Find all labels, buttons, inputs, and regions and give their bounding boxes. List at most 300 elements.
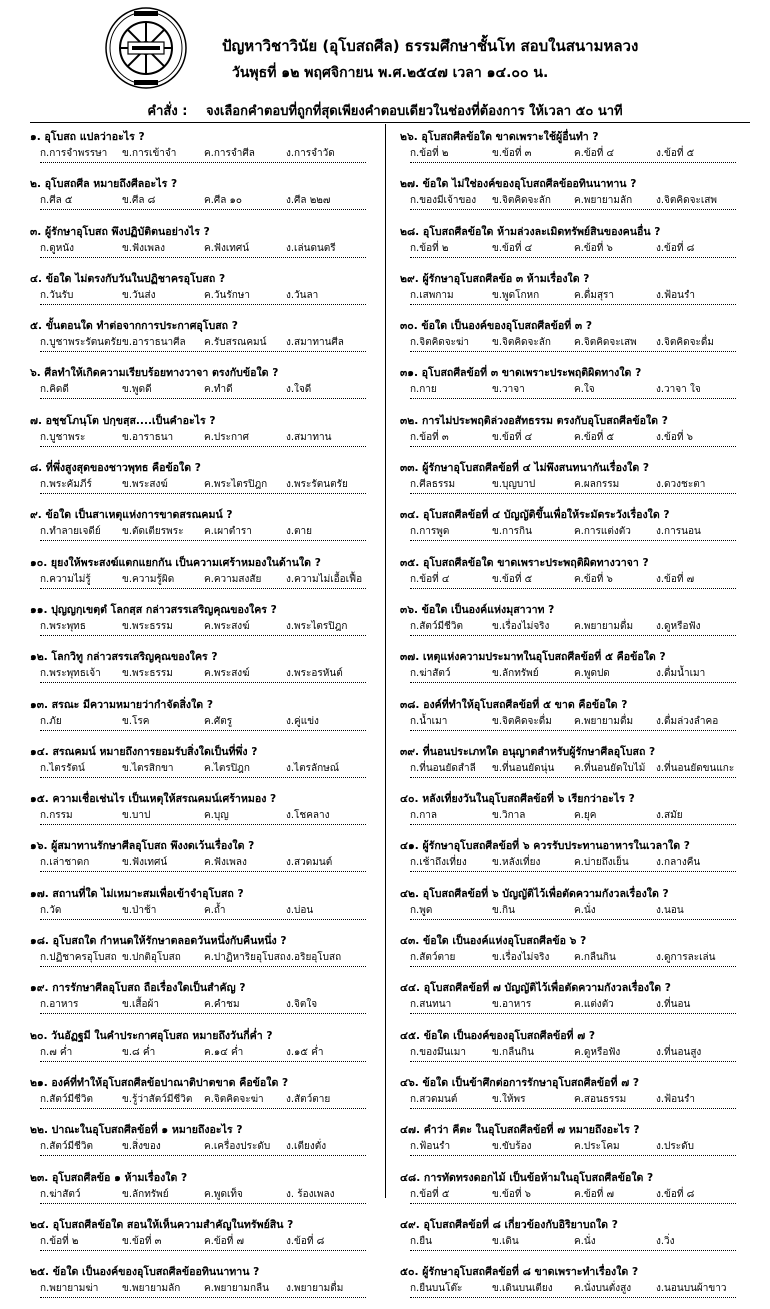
answer-option[interactable]: ง.วันลา [286, 289, 319, 301]
answer-options [410, 760, 736, 778]
answer-option[interactable]: ก.วันรับ [40, 289, 74, 301]
question-item [30, 127, 370, 174]
question-text: ๓๖. ข้อใด เป็นองค์แห่งมุสาวาท ? [400, 603, 555, 616]
answer-option[interactable]: ค.ศีล ๑๐ [204, 195, 242, 207]
answer-options [40, 1138, 366, 1156]
answer-option[interactable]: ข.พระสงฆ์ [122, 479, 168, 491]
question-text: ๔๕. ข้อใด เป็นองค์ของอุโบสถศีลข้อที่ ๗ ? [400, 1029, 596, 1042]
answer-option[interactable]: ค.จิตคิดจะฆ่า [204, 1093, 264, 1105]
answer-option[interactable]: ง.ดื่มล่วงลำคอ [656, 715, 719, 727]
question-text: ๒๑. องค์ที่ทำให้อุโบสถศีลข้อปาณาติปาตขาด คือข้อใด ? [30, 1076, 289, 1089]
question-item [30, 789, 370, 836]
answer-option[interactable]: ข.ที่นอนยัดนุ่น [492, 762, 555, 774]
answer-option[interactable]: ง.ข้อที่ ๘ [286, 1235, 325, 1247]
answer-option[interactable]: ก.อาหาร [40, 999, 79, 1011]
answer-option[interactable]: ค.ข้อที่ ๖ [574, 242, 613, 254]
answer-option[interactable]: ง.ข้อที่ ๘ [656, 242, 695, 254]
answer-option[interactable]: ก.ภัย [40, 715, 62, 727]
question-item [30, 1073, 370, 1120]
answer-option[interactable]: ข.อาหาร [492, 999, 532, 1011]
answer-option[interactable]: ง.ตาย [286, 526, 313, 538]
answer-options [410, 949, 736, 967]
answer-option[interactable]: ค.รับสรณคมน์ [204, 337, 267, 349]
answer-option[interactable]: ง.พยายามดื่ม [286, 1283, 344, 1295]
question-item [400, 411, 740, 458]
answer-option[interactable]: ข.พระธรรม [122, 620, 173, 632]
answer-options [40, 240, 366, 258]
answer-options [410, 145, 736, 163]
answer-option[interactable]: ก.กาย [410, 384, 437, 396]
answer-option[interactable]: ก.จิตคิดจะฆ่า [410, 337, 470, 349]
answer-options [40, 1233, 366, 1251]
answer-option[interactable]: ข.กลืนกิน [492, 1046, 534, 1058]
question-item [30, 931, 370, 978]
answer-option[interactable]: ก.วัด [40, 904, 62, 916]
question-text: ๔๙. อุโบสถศีลข้อที่ ๘ เกี่ยวข้องกับอิริยาบถใด ? [400, 1218, 618, 1231]
answer-option[interactable]: ง.จิตใจ [286, 999, 318, 1011]
answer-options [410, 1186, 736, 1204]
answer-options [40, 334, 366, 352]
answer-option[interactable]: ง.พระอรหันต์ [286, 668, 343, 680]
answer-option[interactable]: ข.ฟังเพลง [122, 242, 165, 254]
answer-option[interactable]: ค.พยายามดื่ม [574, 620, 634, 632]
answer-option[interactable]: ง.สมาทานศีล [286, 337, 344, 349]
answer-option[interactable]: ก.๗ ค่ำ [40, 1046, 73, 1058]
answer-options [40, 854, 366, 872]
answer-options [410, 713, 736, 731]
question-text: ๑๒. โลกวิทู กล่าวสรรเสริญคุณของใคร ? [30, 651, 218, 664]
question-item [400, 127, 740, 174]
answer-option[interactable]: ค.พระไตรปิฎก [204, 479, 268, 491]
answer-option[interactable]: ข.วันส่ง [122, 289, 156, 301]
question-item [400, 363, 740, 410]
answer-option[interactable]: ก.พระคัมภีร์ [40, 479, 92, 491]
answer-option[interactable]: ข.การเข้าจำ [122, 148, 177, 159]
question-item [30, 1262, 370, 1309]
answer-option[interactable]: ข.ให้พร [492, 1093, 526, 1105]
question-item [400, 505, 740, 552]
answer-option[interactable]: ข.การกิน [492, 526, 532, 538]
answer-option[interactable]: ค.พระสงฆ์ [204, 620, 250, 632]
answer-option[interactable]: ก.ข้อที่ ๔ [410, 573, 450, 585]
answer-option[interactable]: ค.การแต่งตัว [574, 526, 631, 538]
question-item [400, 978, 740, 1025]
answer-options [410, 523, 736, 541]
answer-option[interactable]: ง.วิ่ง [656, 1235, 675, 1247]
answer-options [410, 1091, 736, 1109]
answer-option[interactable]: ข.กิน [492, 904, 515, 916]
answer-option[interactable]: ก.คิดดี [40, 384, 69, 396]
answer-option[interactable]: ก.พูด [410, 904, 433, 916]
question-text: ๒๓. อุโบสถศีลข้อ ๑ ห้ามเรื่องใด ? [30, 1171, 188, 1184]
answer-option[interactable]: ค.ผลกรรม [574, 479, 620, 491]
answer-option[interactable]: ค.นั่ง [574, 1235, 596, 1247]
answer-option[interactable]: ง.ที่นอน [656, 999, 691, 1011]
answer-option[interactable]: ค.ข้อที่ ๔ [574, 148, 615, 159]
answer-option[interactable]: ค.ความสงสัย [204, 573, 262, 585]
answer-option[interactable]: ก.ที่นอนยัดสำลี [410, 762, 476, 774]
answer-option[interactable]: ง.ประดับ [656, 1141, 694, 1153]
answer-option[interactable]: ก.ฆ่าสัตว์ [40, 1188, 81, 1200]
answer-option[interactable]: ค.นั่ง [574, 904, 596, 916]
answer-option[interactable]: ง.นอน [656, 904, 684, 916]
answer-option[interactable]: ง.ข้อที่ ๗ [656, 573, 695, 585]
answer-options [410, 996, 736, 1014]
answer-options [410, 1138, 736, 1156]
answer-option[interactable]: ข.โรค [122, 715, 150, 727]
answer-option[interactable]: ข.ข้อที่ ๔ [492, 431, 533, 443]
question-item [400, 1168, 740, 1215]
answer-option[interactable]: ข.หลังเที่ยง [492, 857, 541, 869]
answer-option[interactable]: ง.บ่อน [286, 904, 314, 916]
question-item [400, 884, 740, 931]
question-item [30, 695, 370, 742]
question-text: ๓๘. องค์ที่ทำให้อุโบสถศีลข้อที่ ๕ ขาด คือข้อใด ? [400, 698, 628, 711]
answer-option[interactable]: ก.เล่าชาดก [40, 857, 90, 869]
answer-option[interactable]: ค.พูดเท็จ [204, 1188, 243, 1200]
answer-option[interactable]: ง.ความไม่เอื้อเฟื้อ [286, 573, 363, 585]
answer-option[interactable]: ข.ลักทรัพย์ [122, 1188, 169, 1200]
answer-option[interactable]: ค.จิตคิดจะเสพ [574, 337, 637, 349]
answer-option[interactable]: ข.จิตคิดจะดื่ม [492, 715, 552, 727]
answer-option[interactable]: ง.กลางคืน [656, 857, 701, 869]
question-item [30, 174, 370, 221]
answer-options [40, 713, 366, 731]
answer-option[interactable]: ข.เดิน [492, 1235, 519, 1247]
answer-options [410, 429, 736, 447]
answer-option[interactable]: ข.ฟังเทศน์ [122, 857, 168, 869]
answer-option[interactable]: ค.ข้อที่ ๕ [574, 431, 615, 443]
question-text: ๒๙. ผู้รักษาอุโบสถศีลข้อ ๓ ห้ามเรื่องใด ? [400, 272, 590, 285]
question-item [30, 884, 370, 931]
answer-option[interactable]: ง.ที่นอนยัดขนแกะ [656, 762, 735, 774]
answer-option[interactable]: ง.ข้อที่ ๘ [656, 1188, 695, 1200]
answer-option[interactable]: ค.ยุค [574, 810, 597, 822]
answer-options [410, 807, 736, 825]
answer-options [40, 429, 366, 447]
answer-option[interactable]: ง.สัตว์ตาย [286, 1093, 331, 1105]
answer-option[interactable]: ง.จิตคิดจะเสพ [656, 195, 717, 207]
answer-option[interactable]: ข.ลักทรัพย์ [492, 668, 539, 680]
answer-option[interactable]: ค.ไตรปิฎก [204, 762, 250, 774]
question-item [400, 316, 740, 363]
answer-option[interactable]: ง.พระรัตนตรัย [286, 479, 348, 491]
answer-option[interactable]: ค.ฟังเพลง [204, 857, 247, 869]
answer-option[interactable]: ก.สัตว์มีชีวิต [40, 1093, 93, 1105]
exam-title: ปัญหาวิชาวินัย (อุโบสถศีล) ธรรมศึกษาชั้นโท สอบในสนามหลวง [222, 37, 639, 55]
answer-option[interactable]: ก.ข้อที่ ๕ [410, 1188, 450, 1200]
question-text: ๙. ข้อใด เป็นสาเหตุแห่งการขาดสรณคมน์ ? [30, 509, 233, 522]
answer-option[interactable]: ง.ดูหรือฟัง [656, 620, 701, 632]
question-text: ๑๖. ผู้สมาทานรักษาศีลอุโบสถ พึงงดเว้นเรื่องใด ? [30, 840, 255, 853]
answer-option[interactable]: ค.ถ้ำ [204, 904, 226, 916]
answer-option[interactable]: ง.พระไตรปิฎก [286, 620, 348, 632]
question-item [30, 647, 370, 694]
answer-option[interactable]: ก.ของมีเจ้าของ [410, 195, 477, 207]
answer-option[interactable]: ค.เผาตำรา [204, 526, 252, 538]
answer-options [40, 571, 366, 589]
answer-option[interactable]: ข.ขับร้อง [492, 1141, 532, 1153]
answer-options [410, 240, 736, 258]
answer-option[interactable]: ก.ฟ้อนรำ [410, 1141, 451, 1153]
answer-option[interactable]: ก.เช้าถึงเที่ยง [410, 857, 467, 869]
answer-option[interactable]: ข.ข้อที่ ๖ [492, 1188, 531, 1200]
answer-options [410, 1280, 736, 1298]
answer-option[interactable]: ง.๑๕ ค่ำ [286, 1046, 324, 1058]
question-text: ๔๗. คำว่า คีตะ ในอุโบสถศีลข้อที่ ๗ หมายถึงอะไร ? [400, 1124, 640, 1137]
answer-option[interactable]: ก.พระพุทธ [40, 620, 86, 632]
answer-options [410, 287, 736, 305]
answer-option[interactable]: ค.ข้อที่ ๗ [574, 1188, 614, 1200]
instruction-label: คำสั่ง : [147, 104, 188, 119]
question-text: ๖. ศีลทำให้เกิดความเรียบร้อยทางวาจา ตรงกับข้อใด ? [30, 367, 279, 380]
answer-option[interactable]: ข.ศีล ๘ [122, 195, 156, 207]
answer-option[interactable]: ก.เสพกาม [410, 289, 454, 301]
answer-option[interactable]: ค.คำชม [204, 999, 240, 1011]
answer-option[interactable]: ง.การนอน [656, 526, 701, 538]
answer-option[interactable]: ค.พูดปด [574, 668, 610, 680]
answer-option[interactable]: ค.ข้อที่ ๖ [574, 573, 613, 585]
answer-option[interactable]: ก.ของมึนเมา [410, 1046, 467, 1058]
answer-options [40, 902, 366, 920]
right-question-column [400, 127, 740, 1309]
answer-options [410, 476, 736, 494]
question-item [30, 1215, 370, 1262]
answer-option[interactable]: ค.กลืนกิน [574, 952, 616, 964]
answer-option[interactable]: ข.อาราธนา [122, 431, 174, 443]
question-item [30, 1168, 370, 1215]
answer-option[interactable]: ก.ข้อที่ ๓ [410, 431, 449, 443]
question-item [400, 742, 740, 789]
answer-option[interactable]: ง.การจำวัด [286, 148, 335, 159]
question-text: ๑. อุโบสถ แปลว่าอะไร ? [30, 131, 145, 143]
answer-option[interactable]: ค.การจำศีล [204, 148, 255, 159]
answer-option[interactable]: ง.จิตคิดจะดื่ม [656, 337, 714, 349]
question-item [400, 1026, 740, 1073]
answer-option[interactable]: ง.ข้อที่ ๖ [656, 431, 694, 443]
answer-option[interactable]: ข.ป่าช้า [122, 904, 157, 916]
answer-option[interactable]: ข.อาราธนาศีล [122, 337, 186, 349]
answer-option[interactable]: ข.ข้อที่ ๔ [492, 242, 533, 254]
answer-option[interactable]: ข.วาจา [492, 384, 525, 396]
exam-date: วันพุธที่ ๑๒ พฤศจิกายน พ.ศ.๒๕๔๗ เวลา ๑๔.๐๐ น. [232, 65, 549, 81]
answer-option[interactable]: ข.พูดดี [122, 384, 152, 396]
answer-option[interactable]: ก.สัตว์ตาย [410, 952, 456, 964]
answer-option[interactable]: ง.สมัย [656, 810, 683, 822]
answer-option[interactable]: ง.ศีล ๒๒๗ [286, 195, 331, 207]
answer-options [410, 1044, 736, 1062]
answer-options [40, 1044, 366, 1062]
question-text: ๑๕. ความเชื่อเช่นไร เป็นเหตุให้สรณคมน์เศร้าหมอง ? [30, 793, 277, 806]
answer-option[interactable]: ก.ข้อที่ ๒ [410, 148, 449, 159]
answer-option[interactable]: ค.พยายามดื่ม [574, 715, 634, 727]
answer-option[interactable]: ค.๑๔ ค่ำ [204, 1046, 244, 1058]
answer-option[interactable]: ก.ยืน [410, 1235, 432, 1247]
answer-option[interactable]: ค.ฟังเทศน์ [204, 242, 250, 254]
answer-option[interactable]: ข.บาป [122, 810, 151, 822]
left-question-column [30, 127, 370, 1309]
question-text: ๑๐. ยุยงให้พระสงฆ์แตกแยกกัน เป็นความเศร้าหมองในด้านใด ? [30, 556, 321, 569]
answer-option[interactable]: ง.นอนบนผ้าขาว [656, 1283, 727, 1295]
answer-option[interactable]: ค.สอนธรรม [574, 1093, 627, 1105]
answer-option[interactable]: ค.วันรักษา [204, 289, 250, 301]
answer-option[interactable]: ค.พยายามกลืน [204, 1283, 270, 1295]
answer-options [40, 145, 366, 163]
answer-option[interactable]: ง.สวดมนต์ [286, 857, 333, 869]
answer-option[interactable]: ค.ดื่มสุรา [574, 289, 615, 301]
question-text: ๔๔. อุโบสถศีลข้อที่ ๗ บัญญัติไว้เพื่อตัดความกังวลเรื่องใด ? [400, 982, 671, 995]
question-item [30, 505, 370, 552]
answer-option[interactable]: ง.ดื่มน้ำเมา [656, 668, 706, 680]
answer-option[interactable]: ง.ข้อที่ ๕ [656, 148, 695, 159]
question-text: ๘. ที่พึ่งสูงสุดของชาวพุทธ คือข้อใด ? [30, 462, 201, 475]
answer-option[interactable]: ข.พระธรรม [122, 668, 173, 680]
answer-option[interactable]: ก.บูชาพระรัตนตรัย [40, 337, 122, 349]
answer-option[interactable]: ค.พระสงฆ์ [204, 668, 250, 680]
answer-option[interactable]: ค.ทำดี [204, 384, 233, 396]
question-text: ๔๖. ข้อใด เป็นข้าศึกต่อการรักษาอุโบสถศีลข้อที่ ๗ ? [400, 1076, 639, 1089]
answer-option[interactable]: ก.ข้อที่ ๒ [410, 242, 449, 254]
answer-option[interactable]: ก.ข้อที่ ๒ [40, 1235, 79, 1247]
question-text: ๔๓. ข้อใด เป็นองค์แห่งอุโบสถศีลข้อ ๖ ? [400, 935, 587, 948]
answer-option[interactable]: ก.พยายามฆ่า [40, 1283, 99, 1295]
question-item [400, 695, 740, 742]
answer-option[interactable]: ง.ฟ้อนรำ [656, 289, 695, 301]
answer-option[interactable]: ค.ดูหรือฟัง [574, 1046, 621, 1058]
answer-option[interactable]: ค.ใจ [574, 384, 595, 396]
question-text: ๒๖. อุโบสถศีลข้อใด ขาดเพราะใช้ผู้อื่นทำ ? [400, 131, 599, 143]
question-item [400, 600, 740, 647]
answer-option[interactable]: ก.การจำพรรษา [40, 148, 108, 159]
question-item [30, 316, 370, 363]
answer-option[interactable]: ค.ประกาศ [204, 431, 249, 443]
question-item [400, 1073, 740, 1120]
answer-option[interactable]: ก.สนทนา [410, 999, 452, 1011]
answer-option[interactable]: ก.ศีลธรรม [410, 479, 456, 491]
answer-option[interactable]: ข.เรื่องไม่จริง [492, 620, 550, 632]
question-item [30, 600, 370, 647]
answer-option[interactable]: ข.จิตคิดจะลัก [492, 337, 551, 349]
answer-option[interactable]: ค.ประโคม [574, 1141, 620, 1153]
question-text: ๕๐. ผู้รักษาอุโบสถศีลข้อที่ ๘ ขาดเพราะทำเรื่องใด ? [400, 1266, 639, 1279]
question-item [30, 1120, 370, 1167]
answer-option[interactable]: ค.พยายามลัก [574, 195, 633, 207]
answer-option[interactable]: ก.ฆ่าสัตว์ [410, 668, 451, 680]
answer-option[interactable]: ก.พระพุทธเจ้า [40, 668, 101, 680]
answer-options [410, 192, 736, 210]
answer-option[interactable]: ค.ศัตรู [204, 715, 233, 727]
answer-option[interactable]: ก.ทำลายเจดีย์ [40, 526, 101, 538]
question-text: ๑๗. สถานที่ใด ไม่เหมาะสมเพื่อเข้าจำอุโบสถ ? [30, 887, 244, 900]
answer-option[interactable]: ง.อริยอุโบสถ [286, 952, 342, 964]
question-text: ๓๗. เหตุแห่งความประมาทในอุโบสถศีลข้อที่ ๕ คือข้อใด ? [400, 651, 666, 664]
answer-option[interactable]: ข.รู้ว่าสัตว์มีชีวิต [122, 1093, 193, 1105]
answer-option[interactable]: ข.ความรู้ผิด [122, 573, 175, 585]
answer-option[interactable]: ข.ข้อที่ ๓ [122, 1235, 162, 1247]
answer-option[interactable]: ข.พูดโกหก [492, 289, 540, 301]
answer-option[interactable]: ก.สัตว์มีชีวิต [40, 1141, 93, 1153]
answer-option[interactable]: ง.ฟ้อนรำ [656, 1093, 695, 1105]
answer-option[interactable]: ก.การพูด [410, 526, 450, 538]
answer-option[interactable]: ค.แต่งตัว [574, 999, 614, 1011]
answer-option[interactable]: ง.ใจดี [286, 384, 312, 396]
answer-option[interactable]: ค.ปาฏิหาริยอุโบสถ [204, 952, 286, 964]
answer-option[interactable]: ข.ข้อที่ ๓ [492, 148, 532, 159]
answer-option[interactable]: ก.ความไม่รู้ [40, 573, 91, 585]
answer-option[interactable]: ก.ดูหนัง [40, 242, 75, 254]
answer-option[interactable]: ข.๘ ค่ำ [122, 1046, 156, 1058]
answer-option[interactable]: ง.เล่นดนตรี [286, 242, 336, 254]
answer-option[interactable]: ก.กาล [410, 810, 438, 822]
answer-option[interactable]: ข.สิ่งของ [122, 1141, 161, 1153]
answer-option[interactable]: ก.สัตว์มีชีวิต [410, 620, 463, 632]
answer-options [40, 287, 366, 305]
answer-option[interactable]: ก.ปฏิชาครอุโบสถ [40, 952, 117, 964]
question-item [30, 836, 370, 883]
answer-option[interactable]: ง.ที่นอนสูง [656, 1046, 702, 1058]
answer-option[interactable]: ข.บุญบาป [492, 479, 536, 491]
answer-option[interactable]: ค.บ่ายถึงเย็น [574, 857, 629, 869]
question-item [30, 458, 370, 505]
question-item [400, 1120, 740, 1167]
answer-option[interactable]: ก.ไตรรัตน์ [40, 762, 85, 774]
answer-option[interactable]: ค.บุญ [204, 810, 229, 822]
question-item [400, 553, 740, 600]
question-text: ๓๕. อุโบสถศีลข้อใด ขาดเพราะประพฤติผิดทางวาจา ? [400, 556, 649, 569]
answer-option[interactable]: ค.ที่นอนยัดใบไม้ [574, 762, 646, 774]
answer-option[interactable]: ข.เสื้อผ้า [122, 999, 160, 1011]
answer-option[interactable]: ข.ข้อที่ ๕ [492, 573, 533, 585]
answer-option[interactable]: ก.ศีล ๕ [40, 195, 73, 207]
answer-option[interactable]: ข.ไตรสิกขา [122, 762, 174, 774]
answer-option[interactable]: ง. ร้องเพลง [286, 1188, 335, 1200]
answer-option[interactable]: ข.จิตคิดจะลัก [492, 195, 551, 207]
answer-option[interactable]: ข.เดินบนเตียง [492, 1283, 553, 1295]
answer-option[interactable]: ง.ดูการละเล่น [656, 952, 716, 964]
answer-option[interactable]: ค.ข้อที่ ๗ [204, 1235, 244, 1247]
question-text: ๓๐. ข้อใด เป็นองค์ของอุโบสถศีลข้อที่ ๓ ? [400, 320, 592, 333]
answer-option[interactable]: ก.สวดมนต์ [410, 1093, 458, 1105]
answer-option[interactable]: ก.กรรม [40, 810, 73, 822]
answer-option[interactable]: ข.พยายามลัก [122, 1283, 181, 1295]
answer-options [40, 996, 366, 1014]
answer-option[interactable]: ข.ปกติอุโบสถ [122, 952, 181, 964]
answer-option[interactable]: ง.สมาทาน [286, 431, 332, 443]
question-text: ๔๑. ผู้รักษาอุโบสถศีลข้อที่ ๖ ควรรับประทานอาหารในเวลาใด ? [400, 840, 690, 853]
answer-option[interactable]: ง.วาจา ใจ [656, 384, 701, 396]
answer-options [40, 665, 366, 683]
answer-option[interactable]: ง.ดวงชะตา [656, 479, 706, 491]
answer-options [40, 1280, 366, 1298]
answer-option[interactable]: ง.คู่แข่ง [286, 715, 319, 727]
question-text: ๒๗. ข้อใด ไม่ใช่องค์ของอุโบสถศีลข้ออทินนาทาน ? [400, 178, 637, 191]
answer-option[interactable]: ค.นั่งบนตั่งสูง [574, 1283, 632, 1295]
question-item [400, 931, 740, 978]
answer-option[interactable]: ก.บูชาพระ [40, 431, 86, 443]
question-text: ๑๙. การรักษาศีลอุโบสถ ถือเรื่องใดเป็นสำคัญ ? [30, 982, 246, 995]
answer-option[interactable]: ค.เครื่องประดับ [204, 1141, 271, 1153]
answer-option[interactable]: ข.เรื่องไม่จริง [492, 952, 550, 964]
answer-option[interactable]: ง.ไตรลักษณ์ [286, 762, 340, 774]
answer-option[interactable]: ก.ยืนบนโต๊ะ [410, 1283, 463, 1295]
answer-option[interactable]: ง.เตียงตั่ง [286, 1141, 327, 1153]
answer-option[interactable]: ง.โชคลาง [286, 810, 330, 822]
answer-option[interactable]: ก.น้ำเมา [410, 715, 448, 727]
header-rule [30, 122, 750, 123]
answer-option[interactable]: ข.ตัดเตียรพระ [122, 526, 184, 538]
dhamma-wheel-seal-icon [104, 6, 188, 90]
answer-option[interactable]: ข.วิกาล [492, 810, 526, 822]
